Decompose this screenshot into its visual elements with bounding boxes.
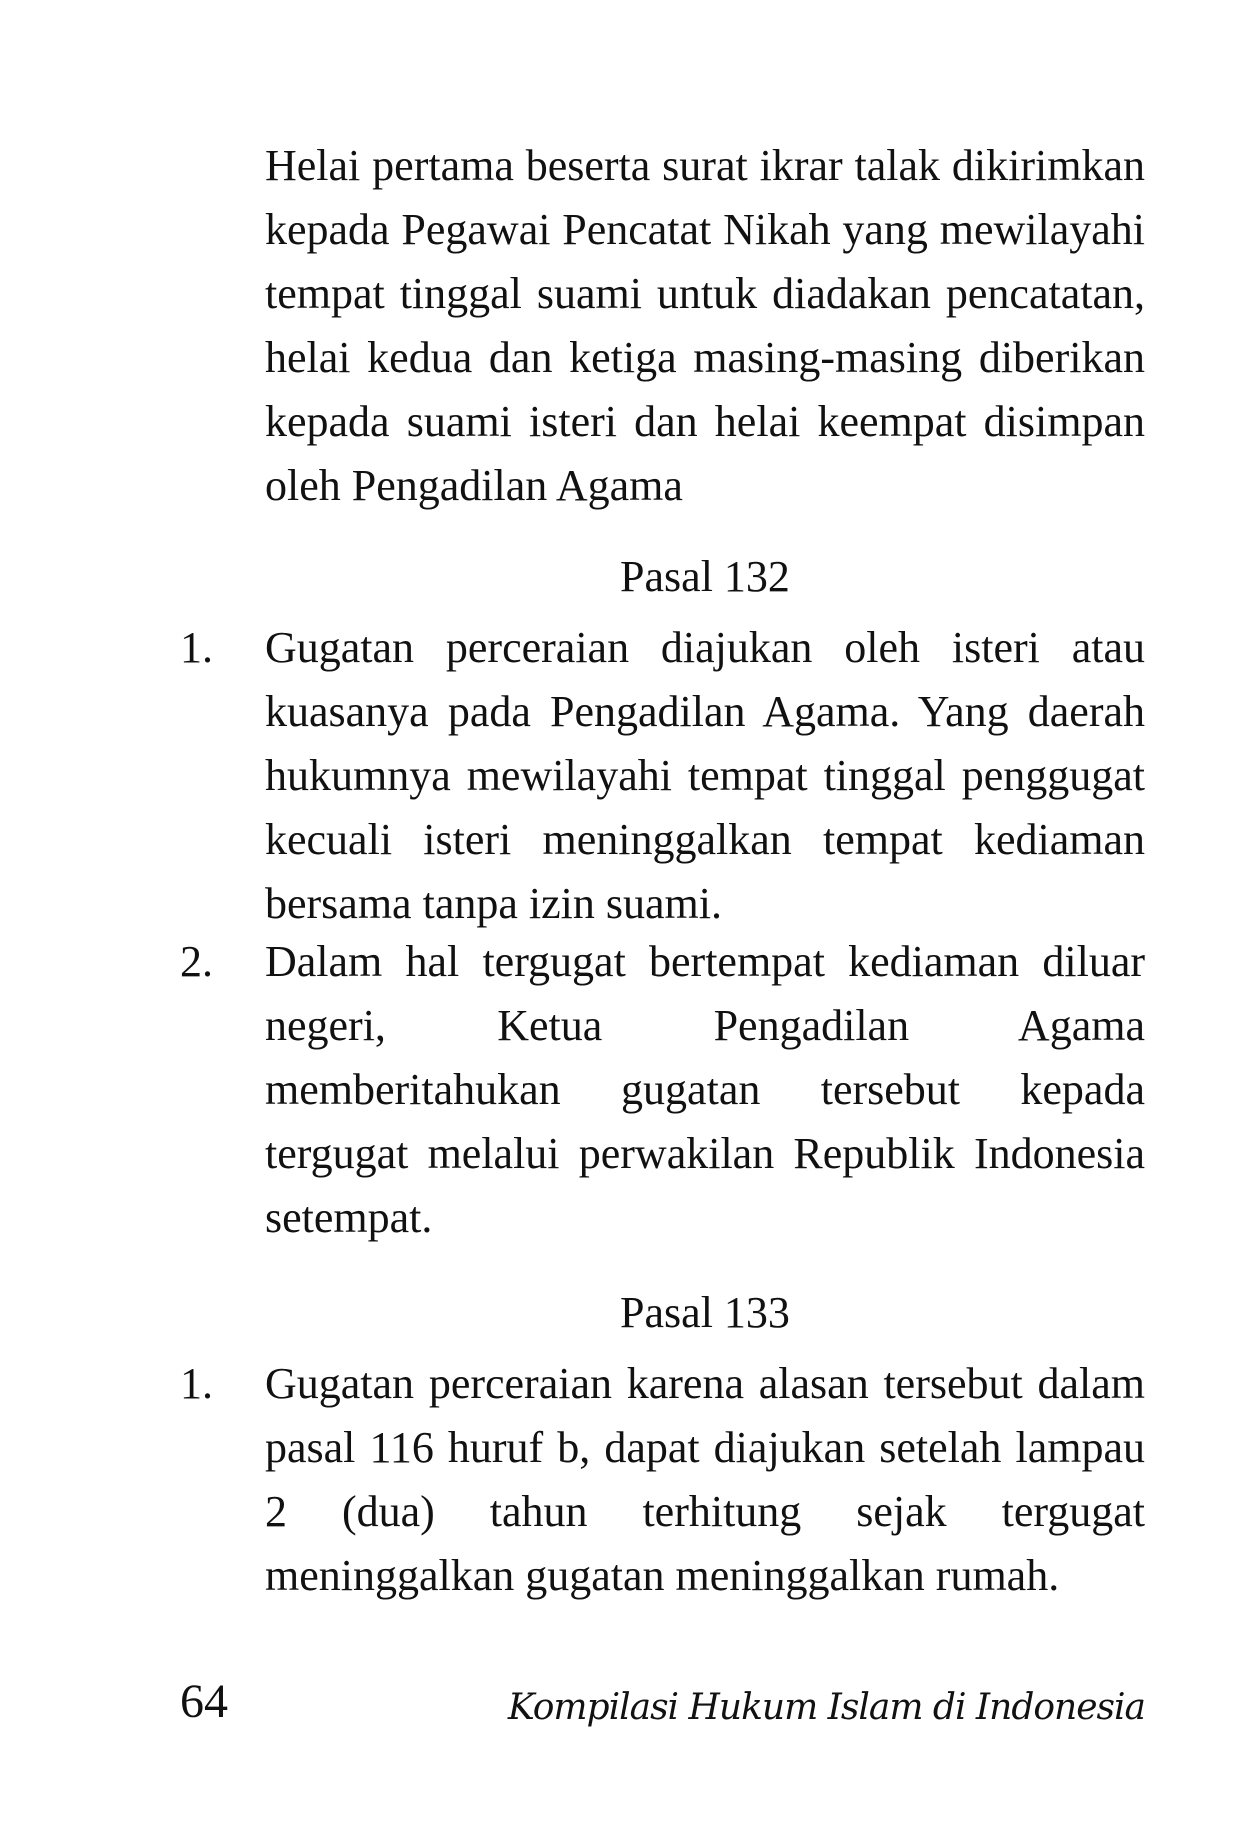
running-footer-title: Kompilasi Hukum Islam di Indonesia (507, 1687, 1145, 1728)
intro-paragraph: Helai pertama beserta surat ikrar talak dikirimkan kepada Pegawai Pencatat Nikah yang mewilayahi tempat tinggal suami untuk diadakan pencatatan, helai kedua dan ketiga masing-masing diberikan kepada suami isteri dan helai keempat disimpan oleh Pengadilan Agama (265, 141, 1145, 510)
item-number: 2. (180, 937, 213, 986)
page-number: 64 (180, 1675, 228, 1728)
pasal-132-heading: Pasal 132 (620, 552, 790, 601)
pasal-133-heading: Pasal 133 (620, 1288, 790, 1337)
item-text: Gugatan perceraian diajukan oleh isteri atau kuasanya pada Pengadilan Agama. Yang daerah hukumnya mewilayahi tempat tinggal penggugat kecuali isteri meninggalkan tempat kediaman bersama tanpa izin suami. (265, 623, 1145, 928)
item-text: Gugatan perceraian karena alasan tersebut dalam pasal 116 huruf b, dapat diajukan setelah lampau 2 (dua) tahun terhitung sejak tergugat meninggalkan gugatan meninggalkan rumah. (265, 1359, 1145, 1600)
item-number: 1. (180, 1359, 213, 1408)
item-text: Dalam hal tergugat bertempat kediaman diluar negeri, Ketua Pengadilan Agama memberitahukan gugatan tersebut kepada tergugat melalui perwakilan Republik Indonesia setempat. (265, 937, 1145, 1242)
item-number: 1. (180, 623, 213, 672)
